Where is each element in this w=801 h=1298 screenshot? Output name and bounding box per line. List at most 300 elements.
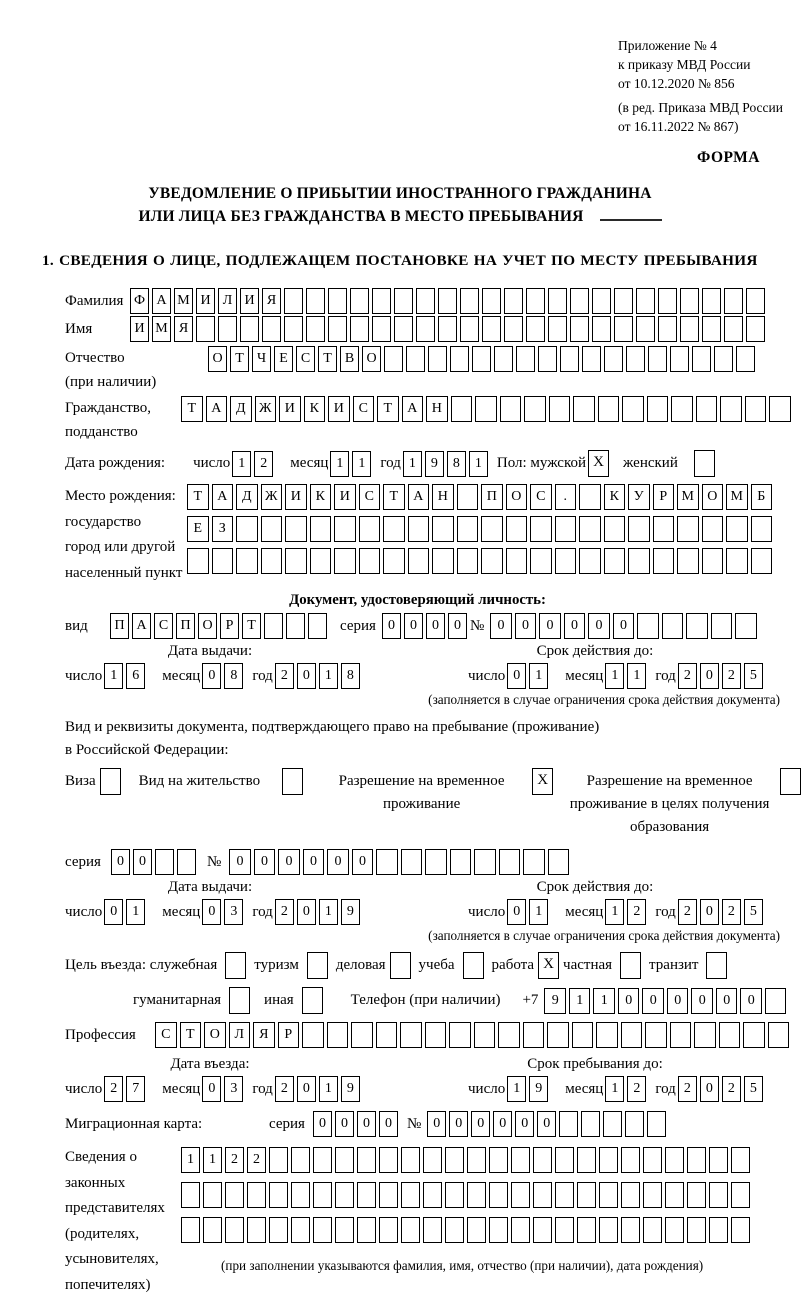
char-cell[interactable] — [357, 1182, 376, 1208]
temp-residence-checkbox[interactable]: X — [532, 768, 553, 795]
char-cell[interactable]: 1 — [529, 899, 548, 925]
char-cell[interactable]: 5 — [744, 663, 763, 689]
char-cell[interactable] — [702, 288, 721, 314]
residence-permit-checkbox[interactable] — [282, 768, 303, 795]
char-cell[interactable] — [653, 516, 675, 542]
char-cell[interactable]: Т — [318, 346, 337, 372]
char-cell[interactable] — [702, 316, 721, 342]
char-cell[interactable]: 0 — [313, 1111, 332, 1137]
char-cell[interactable] — [376, 1022, 398, 1048]
char-cell[interactable] — [714, 346, 733, 372]
char-cell[interactable] — [694, 1022, 716, 1048]
char-cell[interactable] — [310, 516, 332, 542]
char-cell[interactable]: 1 — [605, 1076, 624, 1102]
char-cell[interactable] — [647, 396, 669, 422]
char-cell[interactable]: 2 — [225, 1147, 244, 1173]
char-cell[interactable] — [291, 1182, 310, 1208]
char-cell[interactable] — [745, 396, 767, 422]
char-cell[interactable] — [357, 1147, 376, 1173]
char-cell[interactable] — [746, 316, 765, 342]
char-cell[interactable] — [438, 316, 457, 342]
char-cell[interactable] — [428, 346, 447, 372]
char-cell[interactable]: Р — [653, 484, 675, 510]
char-cell[interactable]: П — [110, 613, 129, 639]
char-cell[interactable] — [269, 1182, 288, 1208]
char-cell[interactable]: С — [155, 1022, 177, 1048]
char-cell[interactable]: Я — [262, 288, 281, 314]
char-cell[interactable]: 1 — [469, 451, 488, 477]
purpose-transit-checkbox[interactable] — [706, 952, 727, 979]
char-cell[interactable] — [677, 516, 699, 542]
char-cell[interactable] — [467, 1147, 486, 1173]
char-cell[interactable]: 9 — [425, 451, 444, 477]
char-cell[interactable] — [598, 396, 620, 422]
char-cell[interactable]: П — [481, 484, 503, 510]
char-cell[interactable]: 0 — [278, 849, 300, 875]
char-cell[interactable]: 9 — [544, 988, 566, 1014]
char-cell[interactable] — [731, 1182, 750, 1208]
char-cell[interactable] — [582, 346, 601, 372]
char-cell[interactable] — [236, 548, 258, 574]
char-cell[interactable] — [236, 516, 258, 542]
char-cell[interactable] — [702, 516, 724, 542]
char-cell[interactable] — [731, 1217, 750, 1243]
char-cell[interactable]: 2 — [275, 1076, 294, 1102]
char-cell[interactable]: 0 — [490, 613, 512, 639]
char-cell[interactable]: 2 — [627, 1076, 646, 1102]
char-cell[interactable]: 0 — [352, 849, 374, 875]
char-cell[interactable]: Я — [253, 1022, 275, 1048]
char-cell[interactable] — [406, 346, 425, 372]
char-cell[interactable] — [523, 849, 545, 875]
char-cell[interactable] — [302, 1022, 324, 1048]
char-cell[interactable] — [555, 1182, 574, 1208]
char-cell[interactable] — [724, 316, 743, 342]
char-cell[interactable] — [494, 346, 513, 372]
char-cell[interactable]: 2 — [627, 899, 646, 925]
char-cell[interactable] — [555, 1147, 574, 1173]
char-cell[interactable] — [306, 316, 325, 342]
char-cell[interactable]: М — [152, 316, 171, 342]
char-cell[interactable]: 1 — [126, 899, 145, 925]
char-cell[interactable] — [670, 1022, 692, 1048]
char-cell[interactable] — [665, 1217, 684, 1243]
char-cell[interactable]: 1 — [330, 451, 349, 477]
char-cell[interactable] — [408, 548, 430, 574]
char-cell[interactable] — [719, 1022, 741, 1048]
char-cell[interactable] — [621, 1147, 640, 1173]
char-cell[interactable] — [457, 548, 479, 574]
char-cell[interactable] — [570, 288, 589, 314]
char-cell[interactable]: А — [206, 396, 228, 422]
visa-checkbox[interactable] — [100, 768, 121, 795]
char-cell[interactable] — [555, 548, 577, 574]
char-cell[interactable]: 8 — [447, 451, 466, 477]
char-cell[interactable] — [423, 1182, 442, 1208]
char-cell[interactable] — [636, 316, 655, 342]
char-cell[interactable]: 2 — [678, 899, 697, 925]
char-cell[interactable]: 0 — [700, 899, 719, 925]
char-cell[interactable] — [432, 516, 454, 542]
char-cell[interactable]: 0 — [303, 849, 325, 875]
char-cell[interactable] — [696, 396, 718, 422]
char-cell[interactable]: 5 — [744, 1076, 763, 1102]
char-cell[interactable]: М — [726, 484, 748, 510]
char-cell[interactable]: 0 — [327, 849, 349, 875]
char-cell[interactable] — [680, 316, 699, 342]
char-cell[interactable] — [736, 346, 755, 372]
char-cell[interactable]: А — [408, 484, 430, 510]
char-cell[interactable] — [181, 1217, 200, 1243]
char-cell[interactable] — [504, 316, 523, 342]
char-cell[interactable] — [335, 1147, 354, 1173]
char-cell[interactable]: 1 — [352, 451, 371, 477]
char-cell[interactable]: С — [359, 484, 381, 510]
char-cell[interactable] — [401, 849, 423, 875]
char-cell[interactable] — [334, 548, 356, 574]
char-cell[interactable]: З — [212, 516, 234, 542]
char-cell[interactable]: 2 — [254, 451, 273, 477]
char-cell[interactable] — [621, 1217, 640, 1243]
char-cell[interactable] — [570, 316, 589, 342]
char-cell[interactable] — [240, 316, 259, 342]
char-cell[interactable] — [637, 613, 659, 639]
char-cell[interactable] — [579, 548, 601, 574]
char-cell[interactable] — [599, 1217, 618, 1243]
char-cell[interactable]: 0 — [642, 988, 664, 1014]
char-cell[interactable]: Ж — [261, 484, 283, 510]
char-cell[interactable] — [628, 516, 650, 542]
char-cell[interactable] — [506, 516, 528, 542]
char-cell[interactable] — [467, 1217, 486, 1243]
char-cell[interactable]: Н — [426, 396, 448, 422]
char-cell[interactable]: Л — [218, 288, 237, 314]
char-cell[interactable]: 0 — [297, 663, 316, 689]
char-cell[interactable] — [548, 849, 570, 875]
char-cell[interactable] — [573, 396, 595, 422]
char-cell[interactable] — [643, 1182, 662, 1208]
char-cell[interactable]: 8 — [224, 663, 243, 689]
char-cell[interactable] — [592, 316, 611, 342]
char-cell[interactable]: Б — [751, 484, 773, 510]
char-cell[interactable] — [261, 516, 283, 542]
char-cell[interactable] — [400, 1022, 422, 1048]
char-cell[interactable]: 0 — [691, 988, 713, 1014]
char-cell[interactable] — [383, 516, 405, 542]
char-cell[interactable]: 2 — [722, 1076, 741, 1102]
char-cell[interactable] — [457, 516, 479, 542]
char-cell[interactable] — [474, 1022, 496, 1048]
char-cell[interactable] — [401, 1217, 420, 1243]
char-cell[interactable]: 1 — [403, 451, 422, 477]
char-cell[interactable] — [489, 1182, 508, 1208]
char-cell[interactable]: С — [530, 484, 552, 510]
char-cell[interactable] — [467, 1182, 486, 1208]
char-cell[interactable]: 1 — [181, 1147, 200, 1173]
char-cell[interactable] — [614, 288, 633, 314]
char-cell[interactable] — [482, 288, 501, 314]
char-cell[interactable]: У — [628, 484, 650, 510]
char-cell[interactable]: 0 — [515, 613, 537, 639]
char-cell[interactable] — [643, 1147, 662, 1173]
char-cell[interactable]: Л — [229, 1022, 251, 1048]
char-cell[interactable] — [577, 1182, 596, 1208]
char-cell[interactable] — [524, 396, 546, 422]
char-cell[interactable]: 0 — [297, 899, 316, 925]
char-cell[interactable]: 0 — [539, 613, 561, 639]
char-cell[interactable]: 0 — [493, 1111, 512, 1137]
char-cell[interactable]: 3 — [224, 1076, 243, 1102]
char-cell[interactable]: А — [212, 484, 234, 510]
char-cell[interactable] — [408, 516, 430, 542]
char-cell[interactable]: И — [196, 288, 215, 314]
char-cell[interactable] — [383, 548, 405, 574]
char-cell[interactable] — [328, 288, 347, 314]
char-cell[interactable]: 2 — [275, 663, 294, 689]
char-cell[interactable] — [379, 1217, 398, 1243]
char-cell[interactable]: 0 — [202, 663, 221, 689]
char-cell[interactable] — [768, 1022, 790, 1048]
char-cell[interactable]: 0 — [254, 849, 276, 875]
char-cell[interactable]: 2 — [247, 1147, 266, 1173]
char-cell[interactable]: 0 — [448, 613, 467, 639]
char-cell[interactable] — [335, 1217, 354, 1243]
char-cell[interactable]: И — [279, 396, 301, 422]
char-cell[interactable]: 1 — [232, 451, 251, 477]
char-cell[interactable]: Е — [274, 346, 293, 372]
char-cell[interactable] — [489, 1217, 508, 1243]
char-cell[interactable] — [511, 1182, 530, 1208]
char-cell[interactable]: Т — [242, 613, 261, 639]
char-cell[interactable] — [460, 288, 479, 314]
char-cell[interactable]: 2 — [104, 1076, 123, 1102]
char-cell[interactable] — [376, 849, 398, 875]
char-cell[interactable]: Н — [432, 484, 454, 510]
char-cell[interactable]: С — [296, 346, 315, 372]
char-cell[interactable] — [481, 516, 503, 542]
char-cell[interactable] — [379, 1182, 398, 1208]
char-cell[interactable] — [622, 396, 644, 422]
char-cell[interactable]: И — [334, 484, 356, 510]
char-cell[interactable] — [743, 1022, 765, 1048]
char-cell[interactable]: О — [208, 346, 227, 372]
char-cell[interactable]: . — [555, 484, 577, 510]
char-cell[interactable]: Т — [187, 484, 209, 510]
char-cell[interactable]: И — [130, 316, 149, 342]
char-cell[interactable] — [247, 1217, 266, 1243]
char-cell[interactable]: 1 — [319, 663, 338, 689]
char-cell[interactable] — [724, 288, 743, 314]
char-cell[interactable]: 0 — [507, 663, 526, 689]
char-cell[interactable]: 9 — [341, 899, 360, 925]
char-cell[interactable] — [548, 288, 567, 314]
purpose-official-checkbox[interactable] — [225, 952, 246, 979]
char-cell[interactable] — [203, 1182, 222, 1208]
char-cell[interactable] — [726, 516, 748, 542]
char-cell[interactable]: Т — [377, 396, 399, 422]
char-cell[interactable]: 0 — [507, 899, 526, 925]
char-cell[interactable]: 0 — [202, 899, 221, 925]
char-cell[interactable] — [614, 316, 633, 342]
char-cell[interactable] — [671, 396, 693, 422]
char-cell[interactable]: О — [204, 1022, 226, 1048]
char-cell[interactable]: Т — [230, 346, 249, 372]
char-cell[interactable] — [225, 1182, 244, 1208]
char-cell[interactable]: В — [340, 346, 359, 372]
char-cell[interactable]: 1 — [605, 663, 624, 689]
char-cell[interactable] — [726, 548, 748, 574]
char-cell[interactable] — [372, 288, 391, 314]
char-cell[interactable] — [604, 516, 626, 542]
char-cell[interactable]: Е — [187, 516, 209, 542]
char-cell[interactable] — [687, 1147, 706, 1173]
char-cell[interactable] — [450, 849, 472, 875]
char-cell[interactable]: Р — [220, 613, 239, 639]
char-cell[interactable] — [489, 1147, 508, 1173]
char-cell[interactable]: 0 — [740, 988, 762, 1014]
char-cell[interactable] — [394, 316, 413, 342]
char-cell[interactable] — [285, 516, 307, 542]
char-cell[interactable]: 9 — [529, 1076, 548, 1102]
char-cell[interactable] — [559, 1111, 578, 1137]
char-cell[interactable]: 0 — [667, 988, 689, 1014]
char-cell[interactable] — [511, 1147, 530, 1173]
char-cell[interactable] — [481, 548, 503, 574]
char-cell[interactable]: Т — [383, 484, 405, 510]
char-cell[interactable]: М — [677, 484, 699, 510]
char-cell[interactable] — [416, 288, 435, 314]
char-cell[interactable] — [604, 548, 626, 574]
char-cell[interactable]: 0 — [404, 613, 423, 639]
char-cell[interactable] — [538, 346, 557, 372]
char-cell[interactable] — [416, 316, 435, 342]
char-cell[interactable] — [555, 516, 577, 542]
char-cell[interactable] — [530, 516, 552, 542]
char-cell[interactable]: 0 — [133, 849, 152, 875]
char-cell[interactable] — [680, 288, 699, 314]
char-cell[interactable]: 9 — [341, 1076, 360, 1102]
char-cell[interactable] — [709, 1182, 728, 1208]
char-cell[interactable] — [686, 613, 708, 639]
char-cell[interactable] — [247, 1182, 266, 1208]
char-cell[interactable]: А — [402, 396, 424, 422]
char-cell[interactable] — [498, 1022, 520, 1048]
char-cell[interactable] — [765, 988, 787, 1014]
char-cell[interactable] — [709, 1217, 728, 1243]
char-cell[interactable]: 0 — [297, 1076, 316, 1102]
char-cell[interactable] — [284, 316, 303, 342]
char-cell[interactable]: 0 — [537, 1111, 556, 1137]
char-cell[interactable] — [769, 396, 791, 422]
char-cell[interactable]: 2 — [722, 899, 741, 925]
char-cell[interactable] — [625, 1111, 644, 1137]
char-cell[interactable]: Ф — [130, 288, 149, 314]
char-cell[interactable]: Д — [236, 484, 258, 510]
char-cell[interactable] — [187, 548, 209, 574]
char-cell[interactable]: 1 — [529, 663, 548, 689]
char-cell[interactable] — [262, 316, 281, 342]
char-cell[interactable] — [526, 288, 545, 314]
sex-female-checkbox[interactable] — [694, 450, 715, 477]
char-cell[interactable] — [155, 849, 174, 875]
char-cell[interactable]: С — [154, 613, 173, 639]
char-cell[interactable]: 0 — [564, 613, 586, 639]
char-cell[interactable] — [621, 1022, 643, 1048]
char-cell[interactable] — [264, 613, 283, 639]
char-cell[interactable]: С — [353, 396, 375, 422]
char-cell[interactable] — [401, 1182, 420, 1208]
char-cell[interactable]: 0 — [379, 1111, 398, 1137]
char-cell[interactable] — [643, 1217, 662, 1243]
char-cell[interactable] — [451, 396, 473, 422]
char-cell[interactable] — [687, 1217, 706, 1243]
char-cell[interactable]: 1 — [605, 899, 624, 925]
char-cell[interactable]: О — [198, 613, 217, 639]
char-cell[interactable]: 0 — [229, 849, 251, 875]
char-cell[interactable]: 0 — [202, 1076, 221, 1102]
char-cell[interactable] — [425, 1022, 447, 1048]
purpose-business-checkbox[interactable] — [390, 952, 411, 979]
char-cell[interactable]: 0 — [716, 988, 738, 1014]
char-cell[interactable] — [196, 316, 215, 342]
char-cell[interactable] — [533, 1217, 552, 1243]
char-cell[interactable] — [450, 346, 469, 372]
char-cell[interactable] — [313, 1182, 332, 1208]
char-cell[interactable] — [628, 548, 650, 574]
char-cell[interactable]: 0 — [449, 1111, 468, 1137]
char-cell[interactable]: 0 — [382, 613, 401, 639]
char-cell[interactable]: Д — [230, 396, 252, 422]
char-cell[interactable]: 0 — [515, 1111, 534, 1137]
char-cell[interactable]: 0 — [471, 1111, 490, 1137]
title-blank-line[interactable] — [600, 219, 662, 221]
char-cell[interactable] — [475, 396, 497, 422]
char-cell[interactable] — [401, 1147, 420, 1173]
char-cell[interactable] — [474, 849, 496, 875]
char-cell[interactable] — [291, 1147, 310, 1173]
char-cell[interactable]: Я — [174, 316, 193, 342]
char-cell[interactable]: Т — [181, 396, 203, 422]
char-cell[interactable] — [372, 316, 391, 342]
char-cell[interactable] — [735, 613, 757, 639]
char-cell[interactable] — [308, 613, 327, 639]
char-cell[interactable] — [599, 1182, 618, 1208]
char-cell[interactable]: О — [506, 484, 528, 510]
char-cell[interactable] — [203, 1217, 222, 1243]
char-cell[interactable]: О — [702, 484, 724, 510]
char-cell[interactable] — [579, 516, 601, 542]
char-cell[interactable]: 0 — [426, 613, 445, 639]
char-cell[interactable] — [670, 346, 689, 372]
char-cell[interactable] — [328, 316, 347, 342]
char-cell[interactable]: О — [362, 346, 381, 372]
char-cell[interactable]: 0 — [700, 1076, 719, 1102]
char-cell[interactable]: 2 — [678, 1076, 697, 1102]
char-cell[interactable]: 2 — [722, 663, 741, 689]
purpose-humanitarian-checkbox[interactable] — [229, 987, 250, 1014]
char-cell[interactable] — [560, 346, 579, 372]
char-cell[interactable]: 1 — [104, 663, 123, 689]
char-cell[interactable]: И — [285, 484, 307, 510]
char-cell[interactable]: 1 — [319, 899, 338, 925]
char-cell[interactable] — [423, 1147, 442, 1173]
char-cell[interactable]: 0 — [427, 1111, 446, 1137]
purpose-private-checkbox[interactable] — [620, 952, 641, 979]
char-cell[interactable] — [310, 548, 332, 574]
char-cell[interactable]: 2 — [678, 663, 697, 689]
char-cell[interactable]: И — [240, 288, 259, 314]
char-cell[interactable] — [516, 346, 535, 372]
